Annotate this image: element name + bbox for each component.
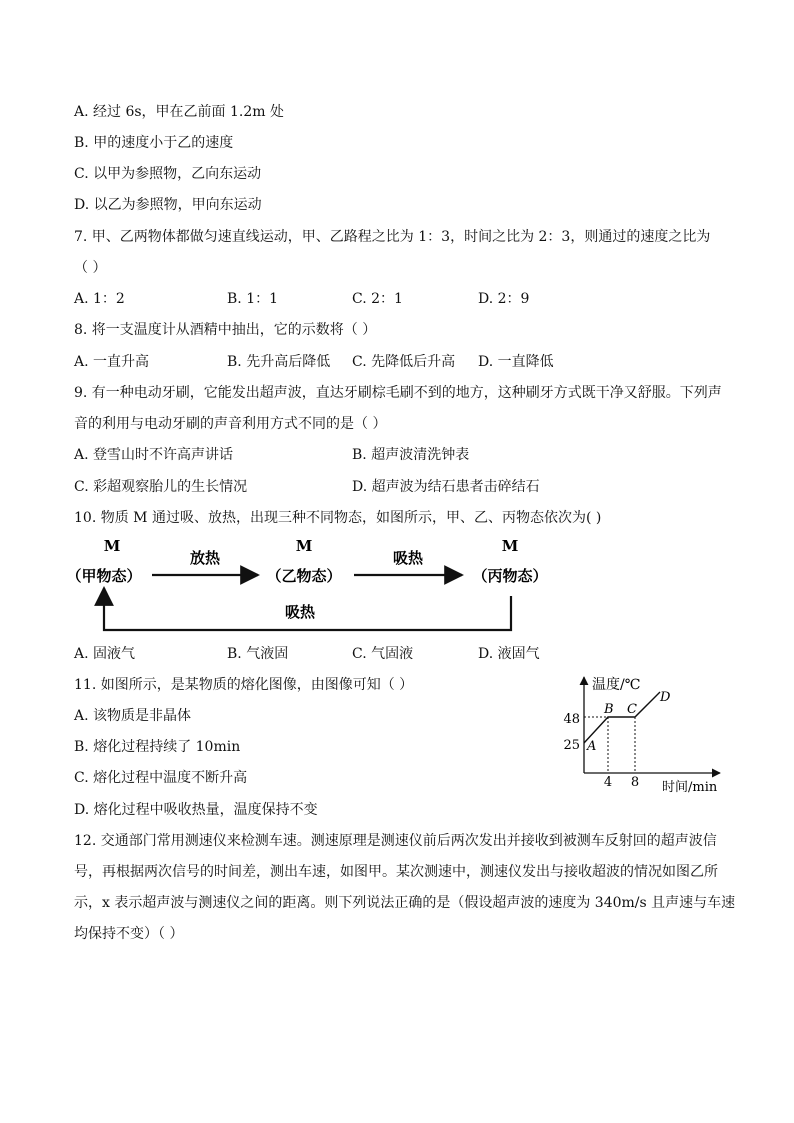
q10-stem: 10. 物质 M 通过吸、放热，出现三种不同物态，如图所示，甲、乙、丙物态依次为( ) <box>74 510 602 526</box>
state-change-diagram <box>60 532 548 638</box>
graph-point-c: C <box>627 702 637 717</box>
diagram-m-2: M <box>295 537 313 555</box>
q9-option-b: B. 超声波清洗钟表 <box>352 447 470 463</box>
graph-tick-25: 25 <box>563 738 580 753</box>
q6-option-b: B. 甲的速度小于乙的速度 <box>74 135 234 151</box>
q8-option-b: B. 先升高后降低 <box>227 354 331 370</box>
q7-option-a: A. 1：2 <box>74 291 125 307</box>
q8-stem: 8. 将一支温度计从酒精中抽出，它的示数将（ ） <box>74 322 377 338</box>
q12-stem: 12. 交通部门常用测速仪来检测车速。测速原理是测速仪前后两次发出并接收到被测车反射回的超声波信 <box>74 833 717 849</box>
diagram-m-1: M <box>103 537 121 555</box>
q12-stem-cont-3: 均保持不变）（ ） <box>74 926 184 942</box>
q8-option-d: D. 一直降低 <box>478 354 554 370</box>
q11-option-d: D. 熔化过程中吸收热量，温度保持不变 <box>74 802 318 818</box>
q12-stem-cont-2: 示，x 表示超声波与测速仪之间的距离。则下列说法正确的是（假设超声波的速度为 340m/s 且声速与车速 <box>74 895 736 911</box>
diagram-state-jia: （甲物态） <box>66 567 142 585</box>
q6-option-d: D. 以乙为参照物，甲向东运动 <box>74 197 262 213</box>
q7-stem: 7. 甲、乙两物体都做匀速直线运动，甲、乙路程之比为 1：3，时间之比为 2：3，则通过的速度之比为 <box>74 229 711 245</box>
graph-point-b: B <box>604 702 614 717</box>
graph-curve <box>584 692 660 743</box>
q6-option-a: A. 经过 6s，甲在乙前面 1.2m 处 <box>74 104 284 120</box>
melting-graph <box>560 672 730 798</box>
q10-option-b: B. 气液固 <box>227 646 289 662</box>
graph-tick-48: 48 <box>563 712 580 727</box>
graph-y-label: 温度/℃ <box>592 677 641 693</box>
diagram-state-yi: （乙物态） <box>266 567 342 585</box>
q10-option-a: A. 固液气 <box>74 646 136 662</box>
diagram-arrow-label-2: 吸热 <box>392 549 424 567</box>
q11-option-b: B. 熔化过程持续了 10min <box>74 739 241 755</box>
q8-option-a: A. 一直升高 <box>74 354 150 370</box>
q9-option-a: A. 登雪山时不许高声讲话 <box>74 447 234 463</box>
diagram-m-3: M <box>501 537 519 555</box>
graph-point-a: A <box>587 739 597 754</box>
graph-tick-4: 4 <box>603 775 613 790</box>
q9-option-c: C. 彩超观察胎儿的生长情况 <box>74 479 248 495</box>
q6-option-c: C. 以甲为参照物，乙向东运动 <box>74 166 262 182</box>
q10-option-c: C. 气固液 <box>352 646 414 662</box>
graph-point-d: D <box>660 690 671 705</box>
q10-option-d: D. 液固气 <box>478 646 540 662</box>
q9-stem: 9. 有一种电动牙刷，它能发出超声波，直达牙刷棕毛刷不到的地方，这种刷牙方式既干净又舒服。下列声 <box>74 385 722 401</box>
q11-stem: 11. 如图所示，是某物质的熔化图像，由图像可知（ ） <box>74 677 414 693</box>
q7-option-b: B. 1：1 <box>227 291 279 307</box>
q11-option-a: A. 该物质是非晶体 <box>74 708 192 724</box>
q11-option-c: C. 熔化过程中温度不断升高 <box>74 770 248 786</box>
graph-tick-8: 8 <box>630 775 640 790</box>
q7-stem-cont: （ ） <box>74 260 107 276</box>
diagram-state-bing: （丙物态） <box>472 567 548 585</box>
q7-option-d: D. 2：9 <box>478 291 530 307</box>
q9-stem-cont: 音的利用与电动牙刷的声音利用方式不同的是（ ） <box>74 416 387 432</box>
diagram-arrow-label-3: 吸热 <box>284 603 316 621</box>
q12-stem-cont-1: 号，再根据两次信号的时间差，测出车速，如图甲。某次测速中，测速仪发出与接收超波的情况如图乙所 <box>74 864 718 880</box>
q7-option-c: C. 2：1 <box>352 291 403 307</box>
q8-option-c: C. 先降低后升高 <box>352 354 456 370</box>
diagram-arrow-label-1: 放热 <box>189 549 221 567</box>
graph-x-label: 时间/min <box>662 780 718 795</box>
q9-option-d: D. 超声波为结石患者击碎结石 <box>352 479 540 495</box>
